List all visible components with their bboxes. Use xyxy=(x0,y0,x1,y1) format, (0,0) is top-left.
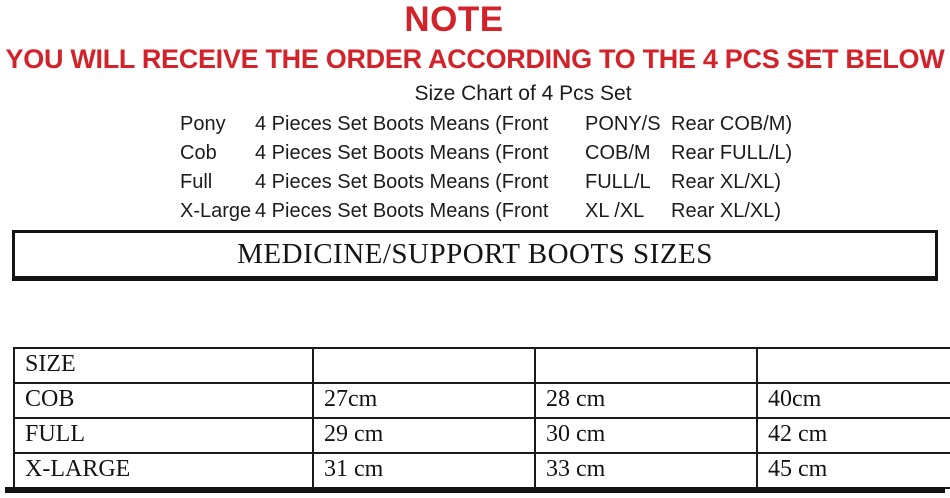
set-front-size: COB/M xyxy=(585,142,651,164)
set-means: 4 Pieces Set Boots Means (Front xyxy=(255,113,549,135)
table-row-cob xyxy=(14,383,950,418)
set-rear-size: Rear XL/XL) xyxy=(671,200,782,222)
set-list xyxy=(180,110,792,226)
set-rear-size: Rear COB/M) xyxy=(671,113,793,135)
set-rear-size: Rear FULL/L) xyxy=(671,142,793,164)
table-cell-size: COB xyxy=(14,383,313,418)
medicine-boots-banner xyxy=(12,230,938,281)
table-header-empty xyxy=(313,348,535,383)
set-row-pony xyxy=(180,110,792,139)
set-means: 4 Pieces Set Boots Means (Front xyxy=(255,142,549,164)
table-header-size: SIZE xyxy=(14,348,313,383)
table-header-empty xyxy=(757,348,950,383)
table-cell-measure: 30 cm xyxy=(535,418,757,453)
bottom-divider-bar xyxy=(5,487,945,493)
table-cell-measure: 28 cm xyxy=(535,383,757,418)
set-front-size: PONY/S xyxy=(585,113,661,135)
table-row-full xyxy=(14,418,950,453)
table-row-xlarge xyxy=(14,453,950,488)
set-front-size: XL /XL xyxy=(585,200,645,222)
table-cell-measure: 31 cm xyxy=(313,453,535,488)
table-header-row xyxy=(14,348,950,383)
set-label: Full xyxy=(180,171,213,193)
table-cell-measure: 27cm xyxy=(313,383,535,418)
set-row-xlarge xyxy=(180,197,792,226)
table-cell-size: FULL xyxy=(14,418,313,453)
table-cell-measure: 45 cm xyxy=(757,453,950,488)
table-cell-measure: 40cm xyxy=(757,383,950,418)
set-row-full xyxy=(180,168,792,197)
size-chart-heading: Size Chart of 4 Pcs Set xyxy=(414,82,632,105)
table-cell-size: X-LARGE xyxy=(14,453,313,488)
set-front-size: FULL/L xyxy=(585,171,651,193)
set-means: 4 Pieces Set Boots Means (Front xyxy=(255,200,549,222)
set-row-cob xyxy=(180,139,792,168)
note-title: NOTE xyxy=(404,0,504,39)
set-rear-size: Rear XL/XL) xyxy=(671,171,782,193)
note-subtitle: YOU WILL RECEIVE THE ORDER ACCORDING TO THE 4 PCS SET BELOW xyxy=(5,44,945,74)
table-header-empty xyxy=(535,348,757,383)
set-label: Pony xyxy=(180,113,226,135)
table-cell-measure: 29 cm xyxy=(313,418,535,453)
table-cell-measure: 42 cm xyxy=(757,418,950,453)
table-cell-measure: 33 cm xyxy=(535,453,757,488)
set-means: 4 Pieces Set Boots Means (Front xyxy=(255,171,549,193)
boots-sizes-table xyxy=(13,347,950,489)
medicine-boots-banner-title: MEDICINE/SUPPORT BOOTS SIZES xyxy=(237,238,713,270)
set-label: Cob xyxy=(180,142,217,164)
set-label: X-Large xyxy=(180,200,252,222)
